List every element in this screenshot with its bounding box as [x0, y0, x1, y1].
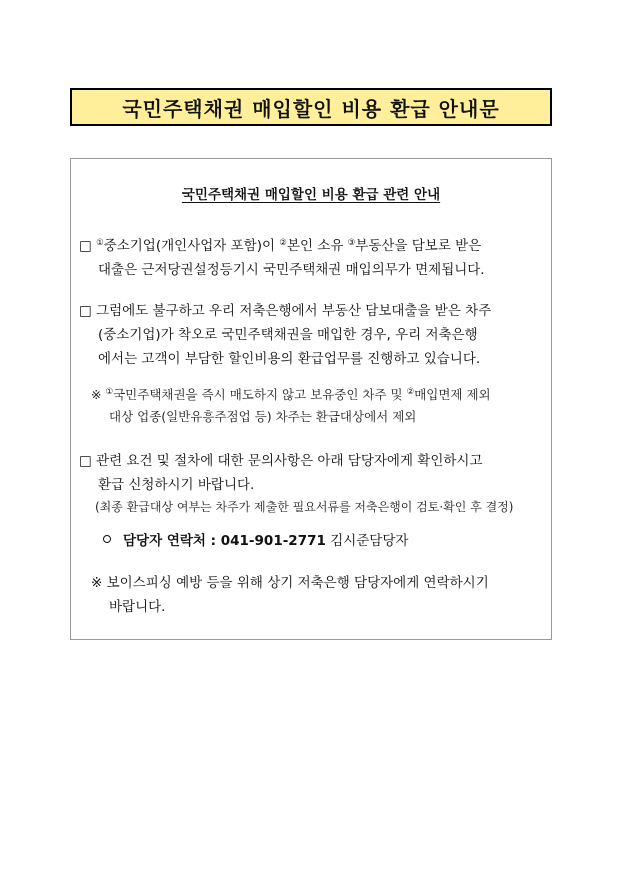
exclusion-holding: 국민주택채권을 즉시 매도하지 않고 보유중인 차주 및	[113, 387, 407, 402]
circled-number-1: ①	[96, 238, 104, 248]
contact-line	[103, 529, 408, 549]
paragraph-exemption-line-2: 대출은 근저당권설정등기시 국민주택채권 매입의무가 면제됩니다.	[98, 262, 485, 278]
notice-heading: 국민주택채권 매입할인 비용 환급 관련 안내	[181, 187, 441, 203]
circled-number-3: ③	[347, 238, 356, 248]
final-decision-note: (최종 환급대상 여부는 차주가 제출한 필요서류를 저축은행이 검토·확인 후 결정)	[95, 500, 514, 514]
paragraph-refund	[79, 299, 545, 371]
exclusion-industry: 매입면제 제외	[414, 387, 491, 402]
notice-box	[70, 158, 552, 640]
phishing-warning-line-2: 바랍니다.	[109, 599, 166, 615]
contact-person: 김시준담당자	[330, 533, 409, 549]
paragraph-exemption-line-1	[79, 231, 545, 258]
paragraph-exemption	[79, 231, 545, 282]
paragraph-refund-line-2: (중소기업)가 착오로 국민주택채권을 매입한 경우, 우리 저축은행	[98, 327, 478, 343]
paragraph-refund-line-3: 에서는 고객이 부담한 할인비용의 환급업무를 진행하고 있습니다.	[98, 351, 481, 367]
phishing-warning-line-1: ※ 보이스피싱 예방 등을 위해 상기 저축은행 담당자에게 연락하시기	[91, 575, 489, 591]
document-title: 국민주택채권 매입할인 비용 환급 안내문	[70, 88, 552, 126]
paragraph-inquiry	[79, 449, 545, 497]
circled-number-1: ①	[105, 387, 114, 397]
condition-own: 본인 소유	[286, 238, 348, 254]
circled-number-2: ②	[406, 387, 415, 397]
condition-sme: 중소기업(개인사업자 포함)이	[103, 238, 280, 254]
paragraph-inquiry-line-1: □ 관련 요건 및 절차에 대한 문의사항은 아래 담당자에게 확인하시고	[79, 453, 483, 469]
paragraph-inquiry-line-2: 환급 신청하시기 바랍니다.	[98, 477, 255, 493]
contact-number: 담당자 연락처 : 041-901-2771	[123, 533, 326, 549]
paragraph-refund-line-1: □ 그럼에도 불구하고 우리 저축은행에서 부동산 담보대출을 받은 차주	[79, 303, 492, 319]
circle-bullet-icon	[103, 535, 111, 543]
reference-mark-icon: ※	[91, 387, 102, 402]
circled-number-2: ②	[279, 238, 287, 248]
exclusion-note-line-1	[91, 381, 545, 406]
phishing-warning	[91, 571, 545, 619]
checkbox-square-icon: □	[79, 238, 92, 254]
condition-real-estate: 부동산을 담보로 받은	[355, 238, 482, 254]
exclusion-note	[91, 381, 545, 428]
exclusion-note-line-2: 대상 업종(일반유흥주점업 등) 차주는 환급대상에서 제외	[109, 409, 417, 424]
